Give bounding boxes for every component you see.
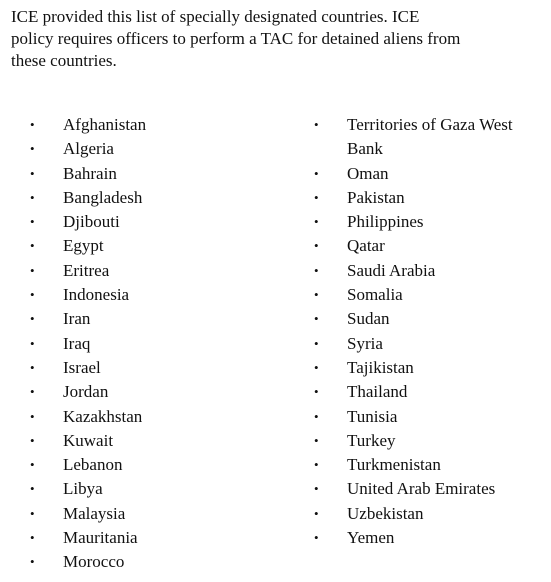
country-name: Tunisia [347,406,398,426]
country-item [28,186,263,210]
country-item [28,332,263,356]
country-item [312,307,548,331]
bullet-icon: • [314,335,319,351]
intro-paragraph [11,6,546,72]
bullet-icon: • [314,165,319,181]
bullet-icon: • [30,335,35,351]
country-name: Egypt [63,236,104,256]
country-name: Thailand [347,382,408,402]
country-item [312,186,548,210]
country-name: Israel [63,357,101,377]
country-item [312,259,548,283]
bullet-icon: • [30,505,35,521]
country-list-right [312,113,548,550]
country-name: Tajikistan [347,357,414,377]
country-item [312,502,548,526]
bullet-icon: • [30,408,35,424]
country-item [28,307,263,331]
country-item [312,429,548,453]
country-item [28,453,263,477]
country-item [312,210,548,234]
country-item [28,429,263,453]
bullet-icon: • [30,141,35,157]
bullet-icon: • [30,554,35,570]
intro-line: policy requires officers to perform a TAC for detained aliens from [11,29,461,48]
bullet-icon: • [30,481,35,497]
bullet-icon: • [314,530,319,546]
country-item [312,380,548,404]
bullet-icon: • [314,214,319,230]
country-name: Qatar [347,236,385,256]
country-name: Kuwait [63,430,114,450]
country-name: Lebanon [63,455,123,475]
bullet-icon: • [314,189,319,205]
country-item [312,162,548,186]
bullet-icon: • [314,287,319,303]
country-name: Turkmenistan [347,455,441,475]
country-name: Territories of Gaza West [347,115,513,134]
country-item [28,380,263,404]
bullet-icon: • [30,189,35,205]
country-item [28,283,263,307]
country-item [28,502,263,526]
intro-line: these countries. [11,51,117,70]
country-name: Eritrea [63,260,110,280]
country-item [28,210,263,234]
country-name: United Arab Emirates [347,479,496,499]
country-item [312,405,548,429]
bullet-icon: • [314,432,319,448]
bullet-icon: • [30,384,35,400]
country-item [28,405,263,429]
bullet-icon: • [30,165,35,181]
country-name: Malaysia [63,503,126,523]
country-name: Oman [347,163,389,183]
country-name: Somalia [347,285,403,305]
bullet-icon: • [30,287,35,303]
bullet-icon: • [30,214,35,230]
country-item [312,234,548,258]
country-name: Philippines [347,212,424,232]
country-item [312,477,548,501]
bullet-icon: • [314,359,319,375]
country-item [312,332,548,356]
country-name: Pakistan [347,187,405,207]
country-name: Syria [347,333,383,353]
bullet-icon: • [314,481,319,497]
bullet-icon: • [30,359,35,375]
country-item [28,234,263,258]
country-item [312,113,548,162]
bullet-icon: • [30,117,35,132]
bullet-icon: • [314,311,319,327]
country-name: Iraq [63,333,91,353]
country-name: Turkey [347,430,396,450]
country-item [28,526,263,550]
country-name: Sudan [347,309,390,329]
country-item [312,356,548,380]
country-name: Kazakhstan [63,406,143,426]
country-item [312,453,548,477]
intro-line: ICE provided this list of specially designated countries. ICE [11,7,420,26]
bullet-icon: • [30,457,35,473]
country-name: Libya [63,479,103,499]
country-name: Mauritania [63,528,138,548]
country-name: Jordan [63,382,109,402]
country-item [28,356,263,380]
bullet-icon: • [314,262,319,278]
bullet-icon: • [314,384,319,400]
country-name: Indonesia [63,285,130,305]
country-name: Yemen [347,528,395,548]
country-item [28,137,263,161]
country-name: Algeria [63,139,114,159]
bullet-icon: • [30,432,35,448]
bullet-icon: • [30,311,35,327]
bullet-icon: • [314,505,319,521]
country-item [28,550,263,574]
country-name: Afghanistan [63,115,147,134]
country-name: Iran [63,309,91,329]
country-name: Saudi Arabia [347,260,436,280]
bullet-icon: • [30,530,35,546]
bullet-icon: • [30,238,35,254]
country-name: Bank [347,139,383,159]
country-name: Djibouti [63,212,120,232]
bullet-icon: • [314,457,319,473]
country-item [312,283,548,307]
country-name: Bangladesh [63,187,143,207]
bullet-icon: • [314,117,319,132]
country-name: Uzbekistan [347,503,424,523]
country-name: Bahrain [63,163,117,183]
bullet-icon: • [314,408,319,424]
country-list-left [28,113,263,575]
country-item [312,526,548,550]
country-item [28,477,263,501]
bullet-icon: • [30,262,35,278]
bullet-icon: • [314,238,319,254]
country-item [28,162,263,186]
country-name: Morocco [63,552,125,572]
country-item [28,113,263,137]
country-item [28,259,263,283]
